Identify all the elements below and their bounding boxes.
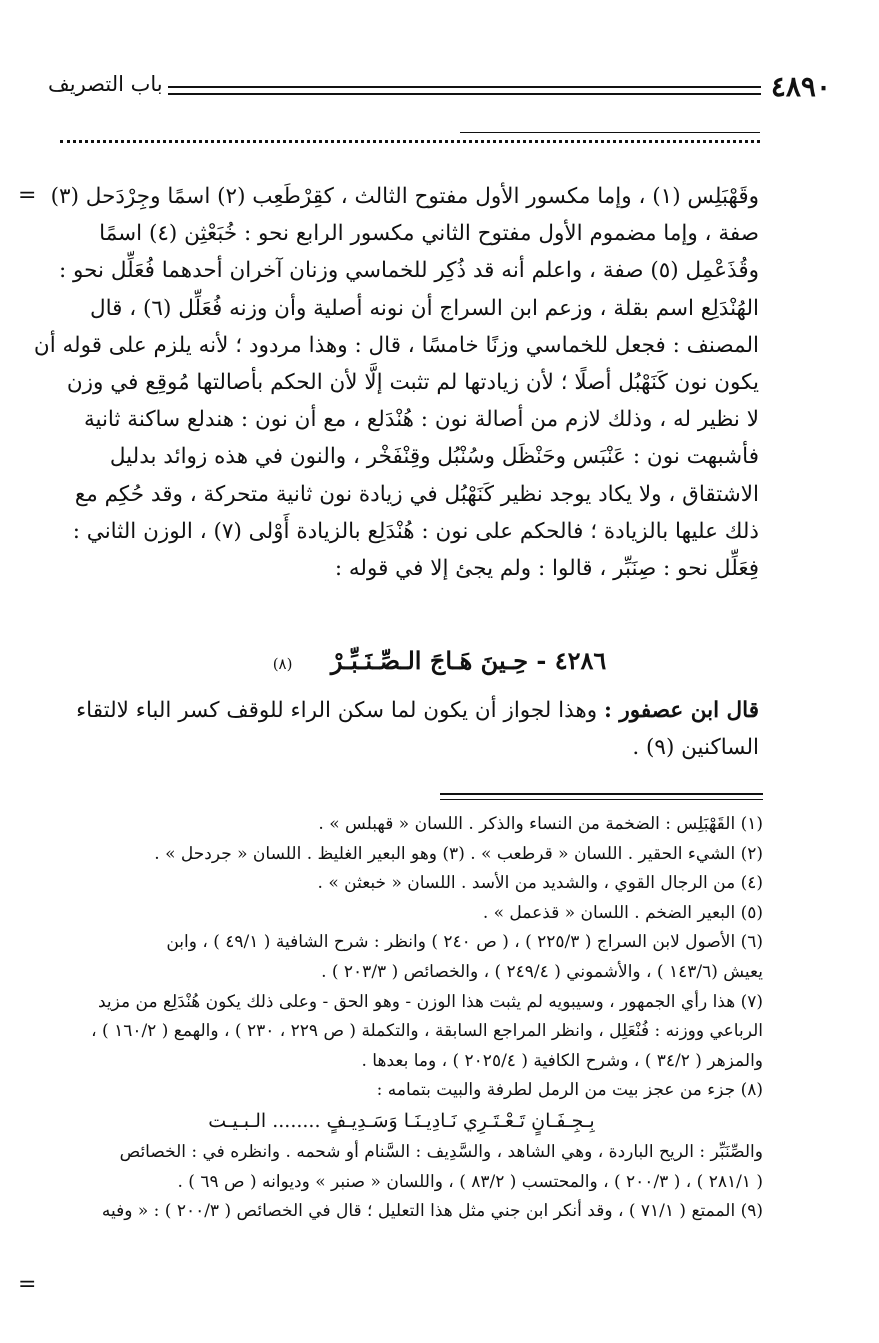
text-line: صفة ، وإما مضموم الأول مفتوح الثاني مكسور الرابع نحو : خُبَعْثِن (٤) اسمًا — [99, 221, 759, 247]
text-line: وقَهْبَلِس (١) ، وإما مكسور الأول مفتوح الثالث ، كقِرْطَعِب (٢) اسمًا وجِرْدَحل (٣) — [50, 184, 759, 209]
text-span: الساكنين (٩) . — [632, 735, 759, 761]
footnote-separator — [440, 793, 763, 800]
footnote-line: ( ٢٨١/١ ) ، ( ٢٠٠/٣ ) ، والمحتسب ( ٨٣/٢ ) ، واللسان « صنبر » وديوانه ( ص ٦٩ ) . — [177, 1171, 763, 1192]
text-line: فأشبهت نون : عَنْبَس وحَنْظَل وسُنْبُل وقِنْفَخْر ، والنون في هذه زوائد بدليل — [109, 444, 759, 470]
footnote-line: (١) القَهْبَلِس : الضخمة من النساء والذكر . اللسان « قهبلس » . — [318, 814, 763, 834]
text-span: وهذا لجواز أن يكون لما سكن الراء للوقف كسر الباء لالتقاء — [76, 698, 604, 723]
footnote-line: يعيش (١٤٣/٦ ) ، والأشموني ( ٢٤٩/٤ ) ، والخصائص ( ٢٠٣/٣ ) . — [321, 961, 763, 982]
text-line: المصنف : فجعل للخماسي وزنًا خامسًا ، قال : وهذا مردود ؛ لأنه يلزم على قوله أن — [33, 332, 759, 358]
text-line — [46, 692, 759, 729]
continuation-rule — [460, 132, 760, 133]
poetry-verse — [0, 646, 879, 686]
text-line: يكون نون كَنَهْبُل أصلًا ؛ لأن زيادتها لم تثبت إلَّا لأن الحكم بأصالتها مُوقِع في وزن — [66, 369, 759, 395]
footnote-line: والصِّنَبِّر : الريح الباردة ، وهي الشاهد ، والسَّدِيف : السَّنام أو شحمه . وانظره في : الخصائص — [119, 1141, 763, 1162]
header-rule — [168, 86, 761, 95]
dotted-separator — [60, 140, 760, 143]
footnote-line: (٤) من الرجال القوي ، والشديد من الأسد . اللسان « خبعثن » . — [317, 873, 763, 894]
verse-text: حِـينَ هَـاجَ الـصِّـنَـبِّـرْ — [330, 646, 529, 675]
text-line: لا نظير له ، وذلك لازم من أصالة نون : هُنْدَلع ، مع أن نون : هندلع ساكنة ثانية — [83, 407, 759, 433]
footnote-verse: بِـجِـفَـانٍ تَـعْـتَـرِي نَـادِيـنَـا وَسَـدِيـفٍ ........ الـبـيـت — [208, 1109, 595, 1132]
footnote-line: (٩) الممتع ( ٧١/١ ) ، وقد أنكر ابن جني مثل هذا التعليل ؛ قال في الخصائص ( ٢٠٠/٣ ) : « وفيه — [101, 1201, 763, 1222]
footnote-line: (٢) الشيء الحقير . اللسان « قرطعب » . (٣) وهو البعير الغليظ . اللسان « جردحل » . — [154, 843, 763, 864]
footnote-line: والمزهر ( ٣٤/٢ ) ، وشرح الكافية ( ٢٠٢٥/٤ ) ، وما بعدها . — [361, 1050, 763, 1071]
continuation-mark-top: = — [18, 183, 37, 208]
verse-footnote-ref: (٨) — [272, 655, 293, 673]
main-text — [33, 178, 759, 587]
text-line: فِعَلِّل نحو : صِنَبِّر ، قالوا : ولم يجئ إلا في قوله : — [334, 555, 759, 581]
text-line: وقُذَعْمِل (٥) صفة ، واعلم أنه قد ذُكِر للخماسي وزنان آخران أحدهما فُعَلِّل نحو : — [58, 258, 759, 284]
verse-number: ٤٢٨٦ - — [536, 646, 607, 675]
footnote-line: (٧) هذا رأي الجمهور ، وسيبويه لم يثبت هذا الوزن - وهو الحق - وعلى ذلك يكون هُنْدَلِع من مزيد — [97, 991, 763, 1012]
page-header — [48, 70, 831, 106]
chapter-title: باب التصريف — [48, 72, 163, 96]
footnote-line: (٦) الأصول لابن السراج ( ٢٢٥/٣ ) ، ( ص ٢٤٠ ) وانظر : شرح الشافية ( ٤٩/١ ) ، وابن — [166, 932, 763, 953]
continuation-mark-bottom: = — [18, 1272, 37, 1297]
footnote-line: الرباعي ووزنه : فُنْعَلِل ، وانظر المراجع السابقة ، والتكملة ( ص ٢٢٩ ، ٢٣٠ ) ، والهمع ( ١٦٠/٢ ) ، — [91, 1021, 763, 1042]
main-text-continued — [46, 692, 759, 766]
footnote-line: (٥) البعير الضخم . اللسان « قذعمل » . — [482, 902, 763, 923]
footnotes — [40, 810, 763, 1227]
text-line: ذلك عليها بالزيادة ؛ فالحكم على نون : هُنْدَلِع بالزيادة أَوْلى (٧) ، الوزن الثاني : — [72, 518, 759, 544]
text-line: الاشتقاق ، ولا يكاد يوجد نظير كَنَهْبُل في زيادة نون ثانية متحركة ، وقد حُكِم مع — [74, 481, 759, 507]
text-line: الهُنْدَلِع اسم بقلة ، وزعم ابن السراج أن نونه أصلية وأن وزنه فُعَلِّل (٦) ، قال — [89, 295, 759, 321]
speaker-name: قال ابن عصفور : — [603, 698, 759, 723]
footnote-line: (٨) جزء من عجز بيت من الرمل لطرفة والبيت بتمامه : — [376, 1080, 763, 1101]
text-line — [46, 729, 759, 766]
page-number: ٤٨٩٠ — [770, 70, 831, 103]
